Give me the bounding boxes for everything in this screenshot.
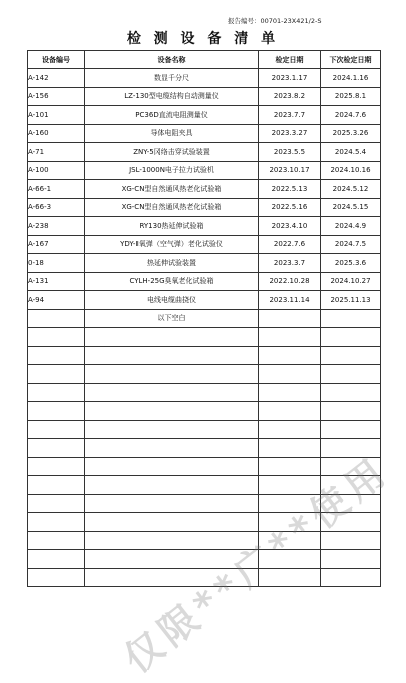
cell-next-calibration-date: 2024.7.6 [321, 106, 381, 125]
cell-equipment-id [28, 365, 85, 384]
cell-calibration-date: 2023.11.14 [259, 291, 321, 310]
table-row [28, 291, 381, 310]
watermark-text: 仅限**广**使用 [115, 447, 398, 682]
table-row [28, 383, 381, 402]
cell-equipment-name [85, 328, 259, 347]
cell-calibration-date [259, 365, 321, 384]
cell-equipment-id [28, 383, 85, 402]
cell-equipment-id [28, 476, 85, 495]
cell-equipment-name: LZ-130型电缆结构自动测量仪 [85, 87, 259, 106]
table-row [28, 180, 381, 199]
table-row [28, 309, 381, 328]
cell-equipment-name [85, 365, 259, 384]
cell-equipment-name: XG-CN型自然通风热老化试验箱 [85, 180, 259, 199]
header-next-calibration-date: 下次检定日期 [321, 51, 381, 69]
cell-equipment-name: CYLH-25G臭氧老化试验箱 [85, 272, 259, 291]
cell-calibration-date: 2023.4.10 [259, 217, 321, 236]
cell-calibration-date: 2023.3.27 [259, 124, 321, 143]
cell-calibration-date [259, 346, 321, 365]
cell-next-calibration-date: 2024.4.9 [321, 217, 381, 236]
table-row [28, 439, 381, 458]
page-title: 检 测 设 备 清 单 [126, 31, 280, 47]
cell-next-calibration-date [321, 568, 381, 587]
cell-equipment-name: ZNY-5冈络击穿试验装置 [85, 143, 259, 162]
table-row [28, 365, 381, 384]
cell-next-calibration-date [321, 476, 381, 495]
cell-equipment-name [85, 383, 259, 402]
table-header-row [28, 51, 381, 69]
cell-calibration-date: 2022.7.6 [259, 235, 321, 254]
cell-equipment-name: PC36D直流电阻测量仪 [85, 106, 259, 125]
cell-calibration-date [259, 328, 321, 347]
cell-next-calibration-date [321, 365, 381, 384]
cell-equipment-name [85, 476, 259, 495]
cell-calibration-date: 2023.5.5 [259, 143, 321, 162]
cell-next-calibration-date: 2024.5.15 [321, 198, 381, 217]
cell-next-calibration-date [321, 457, 381, 476]
cell-calibration-date: 2023.1.17 [259, 69, 321, 88]
table-row [28, 346, 381, 365]
cell-equipment-name [85, 494, 259, 513]
cell-equipment-name: XG-CN型自然通风热老化试验箱 [85, 198, 259, 217]
cell-calibration-date: 2023.10.17 [259, 161, 321, 180]
cell-next-calibration-date: 2024.10.16 [321, 161, 381, 180]
cell-next-calibration-date: 2024.7.5 [321, 235, 381, 254]
cell-equipment-id: A-156 [28, 87, 85, 106]
cell-next-calibration-date: 2025.3.6 [321, 254, 381, 273]
cell-next-calibration-date [321, 328, 381, 347]
table-row [28, 513, 381, 532]
table-row [28, 402, 381, 421]
cell-next-calibration-date: 2025.8.1 [321, 87, 381, 106]
cell-equipment-name [85, 457, 259, 476]
cell-next-calibration-date: 2024.10.27 [321, 272, 381, 291]
cell-next-calibration-date [321, 309, 381, 328]
cell-next-calibration-date [321, 402, 381, 421]
cell-equipment-name [85, 402, 259, 421]
report-number: 报告编号：00701-23X421/2-S [228, 17, 322, 25]
table-row [28, 457, 381, 476]
cell-equipment-id: A-131 [28, 272, 85, 291]
cell-calibration-date [259, 439, 321, 458]
cell-equipment-id: A-167 [28, 235, 85, 254]
cell-equipment-id: A-100 [28, 161, 85, 180]
cell-equipment-name [85, 568, 259, 587]
table-row [28, 254, 381, 273]
cell-equipment-id [28, 494, 85, 513]
cell-calibration-date: 2023.7.7 [259, 106, 321, 125]
cell-equipment-id: A-94 [28, 291, 85, 310]
cell-calibration-date [259, 476, 321, 495]
table-row [28, 161, 381, 180]
cell-equipment-name [85, 531, 259, 550]
cell-calibration-date [259, 568, 321, 587]
cell-equipment-name: 电线电缆曲挠仪 [85, 291, 259, 310]
cell-calibration-date [259, 494, 321, 513]
table-row [28, 272, 381, 291]
header-calibration-date: 检定日期 [259, 51, 321, 69]
cell-equipment-id: A-160 [28, 124, 85, 143]
header-equipment-id: 设备编号 [28, 51, 85, 69]
cell-equipment-id: A-101 [28, 106, 85, 125]
cell-equipment-name [85, 513, 259, 532]
cell-calibration-date: 2022.5.13 [259, 180, 321, 199]
cell-calibration-date [259, 420, 321, 439]
cell-equipment-id [28, 568, 85, 587]
cell-calibration-date: 2022.10.28 [259, 272, 321, 291]
cell-equipment-name: JSL-1000N电子拉力试验机 [85, 161, 259, 180]
cell-equipment-name: 热延伸试验装置 [85, 254, 259, 273]
cell-equipment-name: 以下空白 [85, 309, 259, 328]
cell-calibration-date [259, 309, 321, 328]
cell-equipment-id: A-142 [28, 69, 85, 88]
table-row [28, 198, 381, 217]
cell-calibration-date: 2023.3.7 [259, 254, 321, 273]
table-row [28, 106, 381, 125]
cell-equipment-name [85, 439, 259, 458]
cell-equipment-id [28, 531, 85, 550]
cell-next-calibration-date [321, 494, 381, 513]
table-row [28, 420, 381, 439]
cell-equipment-id [28, 513, 85, 532]
cell-equipment-id [28, 328, 85, 347]
cell-next-calibration-date [321, 420, 381, 439]
cell-equipment-name: RY130热延伸试验箱 [85, 217, 259, 236]
header-equipment-name: 设备名称 [85, 51, 259, 69]
cell-calibration-date [259, 383, 321, 402]
table-row [28, 69, 381, 88]
cell-equipment-id [28, 457, 85, 476]
cell-next-calibration-date [321, 513, 381, 532]
cell-equipment-name: 数显千分尺 [85, 69, 259, 88]
cell-calibration-date [259, 531, 321, 550]
cell-equipment-name [85, 346, 259, 365]
cell-equipment-id: 0-18 [28, 254, 85, 273]
cell-equipment-id: A-66-3 [28, 198, 85, 217]
table-row [28, 494, 381, 513]
table-row [28, 217, 381, 236]
cell-next-calibration-date [321, 383, 381, 402]
table-row [28, 143, 381, 162]
cell-equipment-id [28, 439, 85, 458]
cell-next-calibration-date: 2024.5.12 [321, 180, 381, 199]
cell-equipment-id [28, 309, 85, 328]
cell-equipment-id [28, 346, 85, 365]
cell-equipment-id: A-66-1 [28, 180, 85, 199]
cell-next-calibration-date [321, 531, 381, 550]
table-row [28, 235, 381, 254]
table-row [28, 531, 381, 550]
table-row [28, 328, 381, 347]
table-body [28, 69, 381, 587]
equipment-table [27, 50, 381, 587]
table-row [28, 568, 381, 587]
cell-equipment-name: 导体电阻夹具 [85, 124, 259, 143]
cell-next-calibration-date [321, 346, 381, 365]
cell-equipment-id [28, 420, 85, 439]
cell-next-calibration-date: 2025.3.26 [321, 124, 381, 143]
cell-next-calibration-date: 2024.5.4 [321, 143, 381, 162]
cell-equipment-name [85, 420, 259, 439]
cell-equipment-name: YDY-Ⅱ氧弹（空气弹）老化试验仪 [85, 235, 259, 254]
cell-next-calibration-date: 2025.11.13 [321, 291, 381, 310]
cell-calibration-date: 2022.5.16 [259, 198, 321, 217]
cell-calibration-date [259, 513, 321, 532]
cell-equipment-id: A-238 [28, 217, 85, 236]
cell-equipment-id [28, 402, 85, 421]
cell-calibration-date [259, 402, 321, 421]
cell-next-calibration-date: 2024.1.16 [321, 69, 381, 88]
table-row [28, 476, 381, 495]
cell-calibration-date: 2023.8.2 [259, 87, 321, 106]
cell-calibration-date [259, 457, 321, 476]
table-row [28, 87, 381, 106]
cell-equipment-id: A-71 [28, 143, 85, 162]
table-row [28, 124, 381, 143]
cell-next-calibration-date [321, 439, 381, 458]
